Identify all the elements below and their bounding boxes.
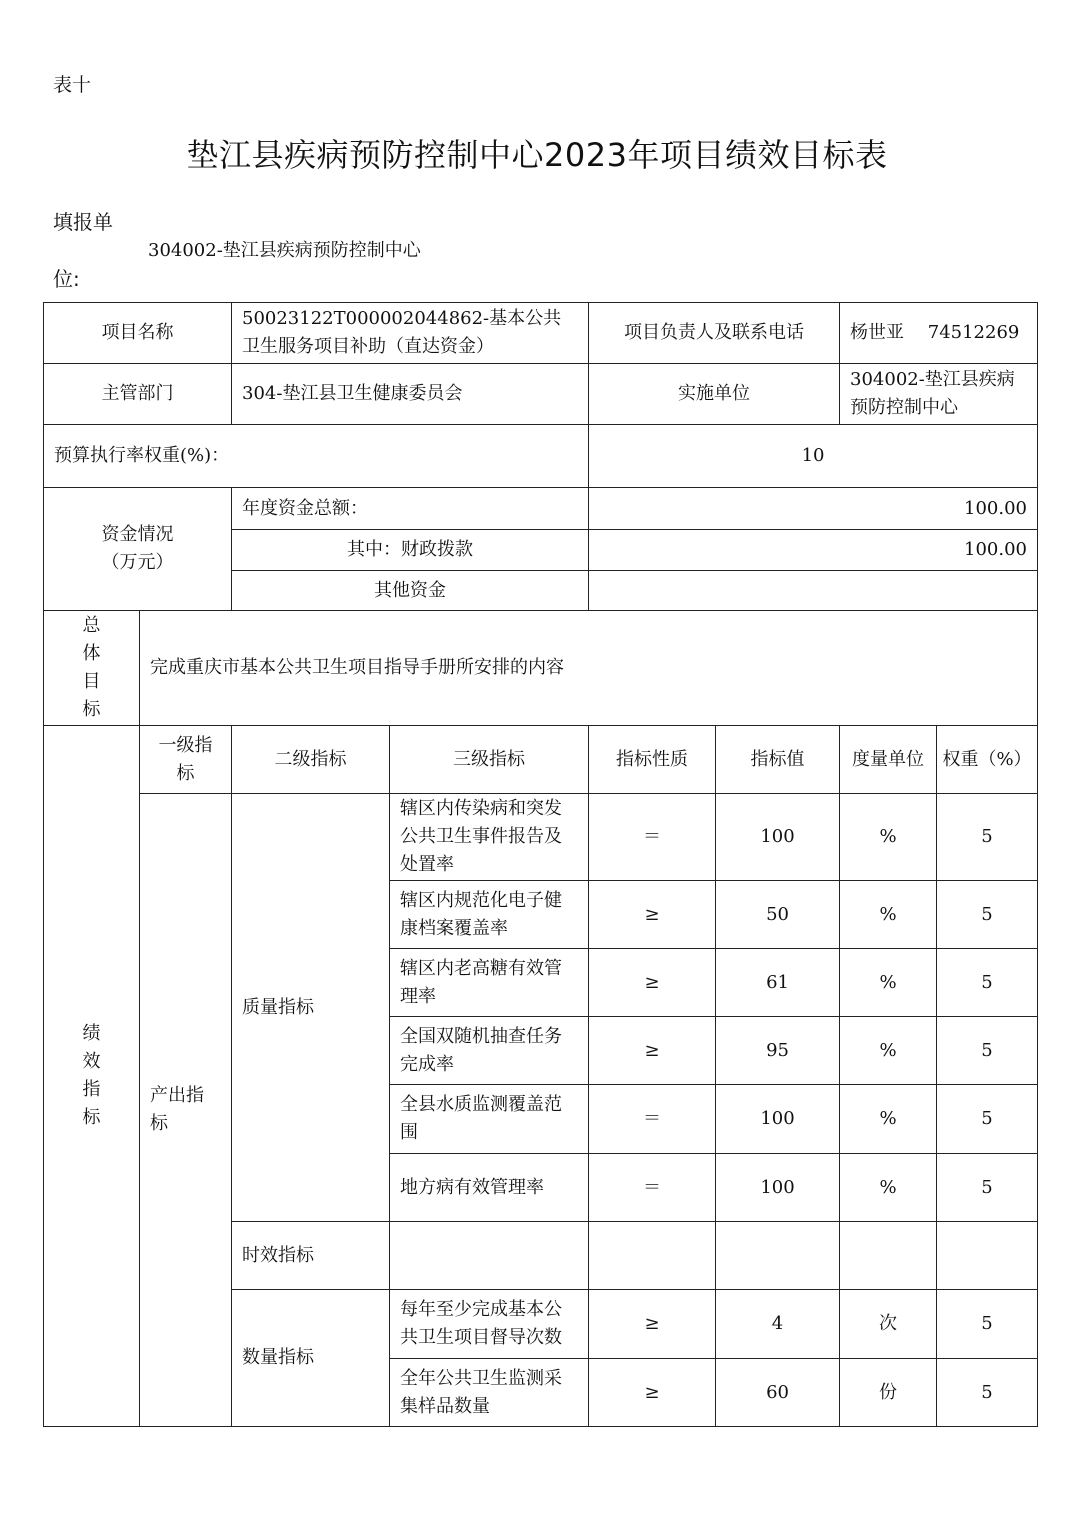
funds-fiscal-value: 100.00 [589, 530, 1038, 571]
indicator-weight: 5 [937, 881, 1038, 949]
indicator-name: 每年至少完成基本公共卫生项目督导次数 [390, 1290, 589, 1359]
funds-label [44, 488, 232, 611]
funds-other-value [589, 571, 1038, 611]
reporting-unit-label-cont: 位: [53, 267, 80, 291]
indicator-name: 辖区内传染病和突发公共卫生事件报告及处置率 [390, 794, 589, 881]
project-name-value: 50023122T000002044862-基本公共卫生服务项目补助（直达资金） [232, 303, 589, 364]
budget-rate-label: 预算执行率权重(%)： [44, 425, 589, 488]
indicator-value: 95 [716, 1017, 840, 1085]
indicator-nature: ≥ [589, 1017, 716, 1085]
budget-rate-value: 10 [589, 425, 1038, 488]
implementing-unit-value: 304002-垫江县疾病预防控制中心 [840, 364, 1038, 425]
header-nature: 指标性质 [589, 726, 716, 794]
header-level3: 三级指标 [390, 726, 589, 794]
indicator-weight: 5 [937, 1359, 1038, 1427]
table-row [44, 303, 1038, 364]
funds-total-label: 年度资金总额： [232, 488, 589, 530]
indicator-unit: % [840, 1017, 937, 1085]
header-level1: 一级指标 [140, 726, 232, 794]
project-name-label: 项目名称 [44, 303, 232, 364]
table-row [44, 488, 1038, 530]
indicator-nature: ≥ [589, 949, 716, 1017]
performance-table [43, 302, 1038, 1427]
indicator-value: 61 [716, 949, 840, 1017]
overall-goal-label-text: 总体目标 [82, 615, 101, 720]
funds-fiscal-label: 其中：财政拨款 [232, 530, 589, 571]
indicator-value: 100 [716, 1085, 840, 1154]
funds-label-text: 资金情况 [101, 524, 174, 545]
indicator-value: 60 [716, 1359, 840, 1427]
level2-quality: 质量指标 [232, 794, 390, 1222]
header-level2: 二级指标 [232, 726, 390, 794]
indicator-unit: % [840, 1085, 937, 1154]
indicator-value: 100 [716, 794, 840, 881]
indicator-weight: 5 [937, 1290, 1038, 1359]
indicator-unit: % [840, 1154, 937, 1222]
contact-label: 项目负责人及联系电话 [589, 303, 840, 364]
indicator-nature: ≥ [589, 1359, 716, 1427]
indicator-weight: 5 [937, 1017, 1038, 1085]
table-row [44, 794, 1038, 881]
indicator-name: 辖区内规范化电子健康档案覆盖率 [390, 881, 589, 949]
header-value: 指标值 [716, 726, 840, 794]
indicator-name: 地方病有效管理率 [390, 1154, 589, 1222]
indicator-unit: % [840, 794, 937, 881]
indicator-name-empty [390, 1222, 589, 1290]
level1-output: 产出指标 [140, 794, 232, 1427]
table-row [44, 726, 1038, 794]
indicator-unit: % [840, 949, 937, 1017]
table-row [44, 364, 1038, 425]
indicator-name: 全国双随机抽查任务完成率 [390, 1017, 589, 1085]
funds-other-label: 其他资金 [232, 571, 589, 611]
table-row [44, 425, 1038, 488]
table-row [44, 611, 1038, 726]
indicator-nature: ≥ [589, 881, 716, 949]
indicator-nature: ＝ [589, 794, 716, 881]
indicator-unit: 份 [840, 1359, 937, 1427]
indicator-nature: ≥ [589, 1290, 716, 1359]
indicator-weight: 5 [937, 1085, 1038, 1154]
indicator-name: 全县水质监测覆盖范围 [390, 1085, 589, 1154]
overall-goal-text: 完成重庆市基本公共卫生项目指导手册所安排的内容 [140, 611, 1038, 726]
indicators-section-label [44, 726, 140, 1427]
header-unit: 度量单位 [840, 726, 937, 794]
page-title: 垫江县疾病预防控制中心2023年项目绩效目标表 [186, 136, 888, 174]
header-weight: 权重（%） [937, 726, 1038, 794]
indicator-name: 全年公共卫生监测采集样品数量 [390, 1359, 589, 1427]
indicator-name: 辖区内老高糖有效管理率 [390, 949, 589, 1017]
indicator-unit-empty [840, 1222, 937, 1290]
indicator-unit: 次 [840, 1290, 937, 1359]
funds-total-value: 100.00 [589, 488, 1038, 530]
implementing-unit-label: 实施单位 [589, 364, 840, 425]
reporting-unit-label: 填报单 [53, 210, 113, 234]
indicator-weight: 5 [937, 949, 1038, 1017]
indicator-weight: 5 [937, 794, 1038, 881]
reporting-unit-value: 304002-垫江县疾病预防控制中心 [148, 240, 421, 261]
level2-timeliness: 时效指标 [232, 1222, 390, 1290]
overall-goal-label [44, 611, 140, 726]
indicator-nature: ＝ [589, 1085, 716, 1154]
table-label: 表十 [53, 74, 92, 96]
level2-quantity: 数量指标 [232, 1290, 390, 1427]
funds-unit-text: （万元） [101, 552, 174, 573]
indicator-value: 50 [716, 881, 840, 949]
indicator-weight: 5 [937, 1154, 1038, 1222]
department-label: 主管部门 [44, 364, 232, 425]
department-value: 304-垫江县卫生健康委员会 [232, 364, 589, 425]
indicator-weight-empty [937, 1222, 1038, 1290]
indicator-nature-empty [589, 1222, 716, 1290]
indicators-section-label-text: 绩效指标 [82, 1023, 101, 1128]
indicator-nature: ＝ [589, 1154, 716, 1222]
indicator-unit: % [840, 881, 937, 949]
contact-value: 杨世亚 74512269 [840, 303, 1038, 364]
indicator-value: 100 [716, 1154, 840, 1222]
indicator-value-empty [716, 1222, 840, 1290]
indicator-value: 4 [716, 1290, 840, 1359]
